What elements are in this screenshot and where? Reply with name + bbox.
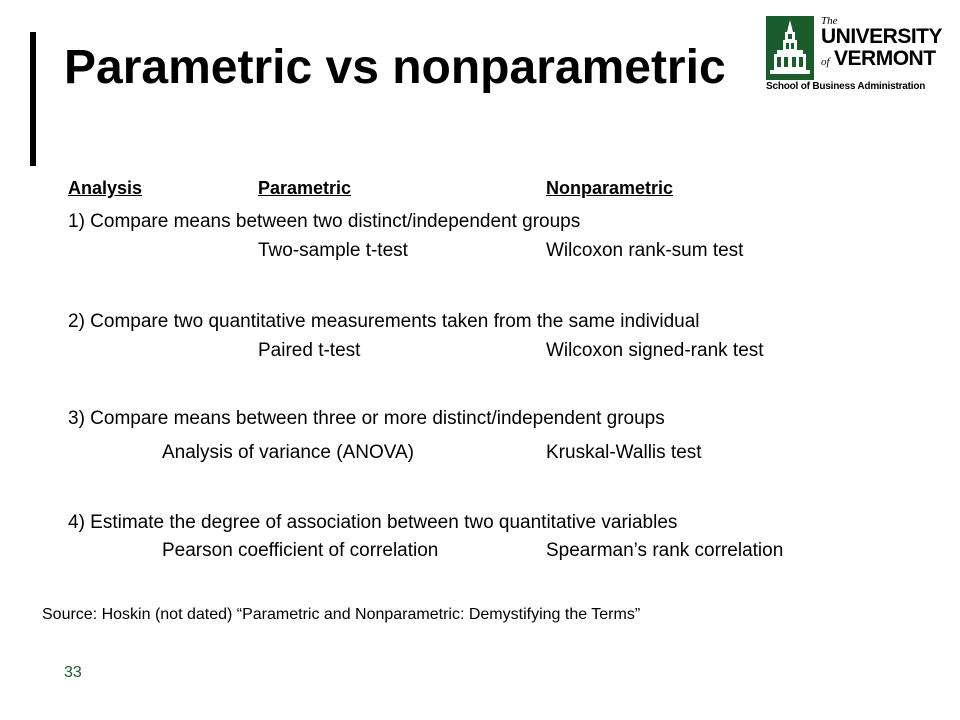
source-citation: Source: Hoskin (not dated) “Parametric and Nonparametric: Demystifying the Terms”	[42, 606, 641, 623]
logo-vermont-text: VERMONT	[834, 47, 936, 70]
row-4-nonparametric: Spearman’s rank correlation	[546, 540, 784, 561]
header-nonparametric: Nonparametric	[546, 178, 674, 198]
logo-university-text: UNIVERSITY	[821, 25, 943, 48]
logo-wordmark	[821, 16, 941, 69]
page-number: 33	[64, 664, 82, 681]
row-1-parametric: Two-sample t-test	[258, 240, 408, 261]
logo-vermont-row	[821, 48, 941, 69]
row-2-nonparametric: Wilcoxon signed-rank test	[546, 340, 764, 361]
university-logo	[766, 15, 943, 92]
logo-school-text: School of Business Administration	[766, 81, 926, 92]
title-accent-bar	[30, 32, 36, 166]
row-1-nonparametric: Wilcoxon rank-sum test	[546, 240, 744, 261]
logo-building-emblem-icon	[766, 16, 814, 80]
header-parametric: Parametric	[258, 178, 352, 198]
row-4-parametric: Pearson coefficient of correlation	[162, 540, 439, 561]
row-3-nonparametric: Kruskal-Wallis test	[546, 442, 702, 463]
row-2-parametric: Paired t-test	[258, 340, 361, 361]
row-3-question: 3) Compare means between three or more distinct/independent groups	[68, 408, 665, 429]
row-3-parametric: Analysis of variance (ANOVA)	[162, 442, 415, 463]
logo-of-text: of	[821, 56, 830, 68]
row-4-question: 4) Estimate the degree of association between two quantitative variables	[68, 512, 678, 533]
row-1-question: 1) Compare means between two distinct/independent groups	[68, 211, 581, 232]
row-2-question: 2) Compare two quantitative measurements taken from the same individual	[68, 311, 700, 332]
logo-the-text: The	[821, 15, 838, 27]
slide-title: Parametric vs nonparametric	[64, 41, 726, 94]
header-analysis: Analysis	[68, 178, 143, 198]
